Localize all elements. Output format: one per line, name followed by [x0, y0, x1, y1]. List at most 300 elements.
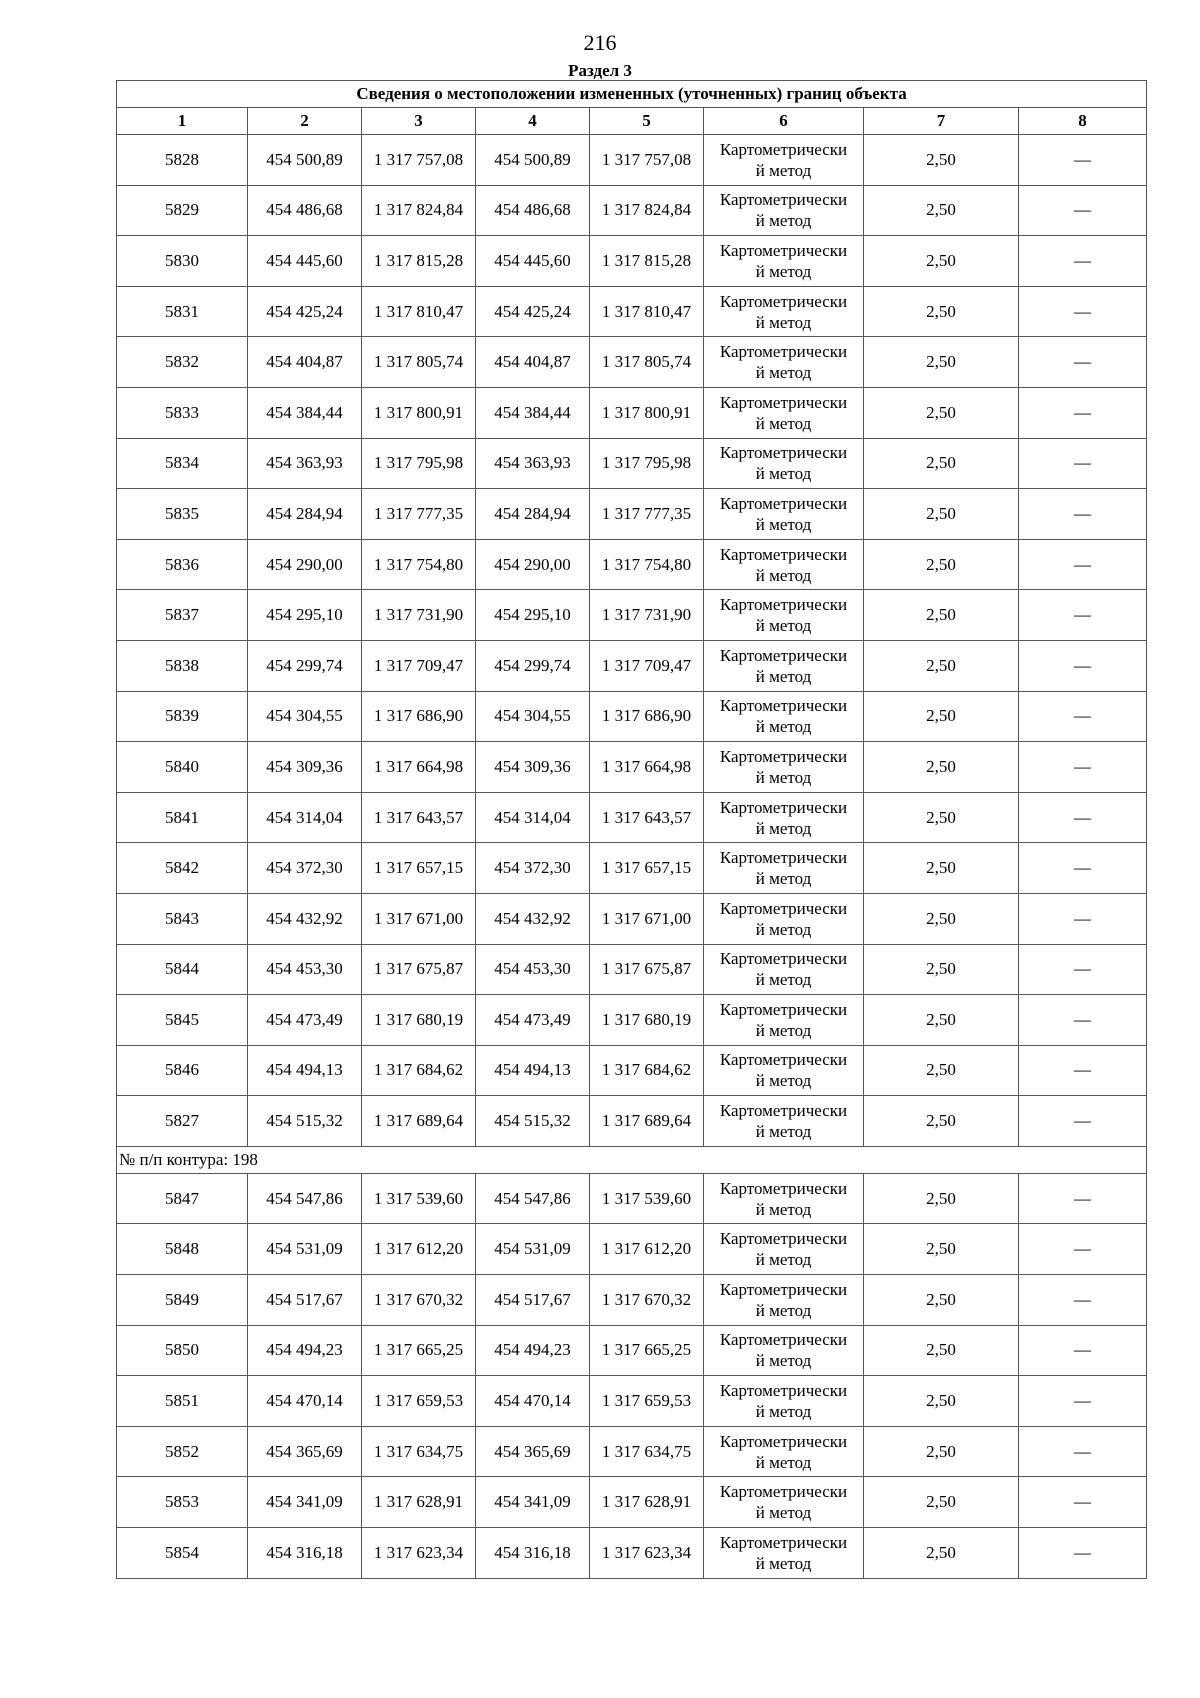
y-coordinate-new-cell: 1 317 684,62 [590, 1045, 704, 1096]
method-line-1: Картометрически [719, 797, 848, 817]
description-cell: — [1019, 1045, 1147, 1096]
x-coordinate-old-cell: 454 295,10 [248, 590, 362, 641]
method-cell [704, 1045, 864, 1096]
point-number-cell: 5850 [117, 1325, 248, 1376]
accuracy-cell: 2,50 [864, 1426, 1019, 1477]
method-cell [704, 893, 864, 944]
accuracy-cell: 2,50 [864, 742, 1019, 793]
description-cell: — [1019, 135, 1147, 186]
description-cell: — [1019, 792, 1147, 843]
point-number-cell: 5832 [117, 337, 248, 388]
method-line-2: й метод [755, 666, 812, 686]
y-coordinate-new-cell: 1 317 709,47 [590, 640, 704, 691]
y-coordinate-new-cell: 1 317 657,15 [590, 843, 704, 894]
method-line-1: Картометрически [719, 696, 848, 716]
point-number-cell: 5853 [117, 1477, 248, 1528]
x-coordinate-new-cell: 454 404,87 [476, 337, 590, 388]
x-coordinate-old-cell: 454 304,55 [248, 691, 362, 742]
method-line-1: Картометрически [719, 999, 848, 1019]
point-number-cell: 5845 [117, 995, 248, 1046]
y-coordinate-new-cell: 1 317 665,25 [590, 1325, 704, 1376]
x-coordinate-new-cell: 454 473,49 [476, 995, 590, 1046]
accuracy-cell: 2,50 [864, 539, 1019, 590]
accuracy-cell: 2,50 [864, 1275, 1019, 1326]
method-line-1: Картометрически [719, 342, 848, 362]
accuracy-cell: 2,50 [864, 944, 1019, 995]
description-cell: — [1019, 185, 1147, 236]
y-coordinate-old-cell: 1 317 709,47 [362, 640, 476, 691]
x-coordinate-old-cell: 454 494,13 [248, 1045, 362, 1096]
description-cell: — [1019, 1376, 1147, 1427]
column-number: 3 [362, 108, 476, 135]
y-coordinate-new-cell: 1 317 623,34 [590, 1528, 704, 1579]
point-number-cell: 5842 [117, 843, 248, 894]
method-line-2: й метод [755, 1071, 812, 1091]
y-coordinate-new-cell: 1 317 680,19 [590, 995, 704, 1046]
y-coordinate-old-cell: 1 317 643,57 [362, 792, 476, 843]
method-cell [704, 691, 864, 742]
x-coordinate-new-cell: 454 299,74 [476, 640, 590, 691]
x-coordinate-new-cell: 454 432,92 [476, 893, 590, 944]
y-coordinate-old-cell: 1 317 628,91 [362, 1477, 476, 1528]
y-coordinate-new-cell: 1 317 670,32 [590, 1275, 704, 1326]
x-coordinate-old-cell: 454 363,93 [248, 438, 362, 489]
accuracy-cell: 2,50 [864, 1045, 1019, 1096]
y-coordinate-old-cell: 1 317 777,35 [362, 489, 476, 540]
y-coordinate-old-cell: 1 317 623,34 [362, 1528, 476, 1579]
description-cell: — [1019, 1426, 1147, 1477]
method-line-2: й метод [755, 1199, 812, 1219]
description-cell: — [1019, 742, 1147, 793]
x-coordinate-new-cell: 454 517,67 [476, 1275, 590, 1326]
method-line-2: й метод [755, 413, 812, 433]
method-line-2: й метод [755, 1122, 812, 1142]
point-number-cell: 5827 [117, 1096, 248, 1147]
method-line-1: Картометрически [719, 1229, 848, 1249]
y-coordinate-old-cell: 1 317 810,47 [362, 286, 476, 337]
x-coordinate-new-cell: 454 445,60 [476, 236, 590, 287]
y-coordinate-old-cell: 1 317 664,98 [362, 742, 476, 793]
y-coordinate-old-cell: 1 317 665,25 [362, 1325, 476, 1376]
method-line-1: Картометрически [719, 443, 848, 463]
x-coordinate-old-cell: 454 494,23 [248, 1325, 362, 1376]
y-coordinate-new-cell: 1 317 628,91 [590, 1477, 704, 1528]
method-line-1: Картометрически [719, 240, 848, 260]
coordinates-table [116, 80, 1147, 1579]
method-line-1: Картометрически [719, 1050, 848, 1070]
table-row [117, 1173, 1147, 1224]
method-line-2: й метод [755, 1452, 812, 1472]
x-coordinate-old-cell: 454 470,14 [248, 1376, 362, 1427]
column-number: 7 [864, 108, 1019, 135]
accuracy-cell: 2,50 [864, 590, 1019, 641]
method-line-2: й метод [755, 312, 812, 332]
section-title: Раздел 3 [568, 61, 632, 80]
table-row [117, 1045, 1147, 1096]
point-number-cell: 5831 [117, 286, 248, 337]
description-cell: — [1019, 539, 1147, 590]
table-row [117, 539, 1147, 590]
x-coordinate-old-cell: 454 316,18 [248, 1528, 362, 1579]
y-coordinate-new-cell: 1 317 671,00 [590, 893, 704, 944]
accuracy-cell: 2,50 [864, 1376, 1019, 1427]
description-cell: — [1019, 893, 1147, 944]
method-line-1: Картометрически [719, 139, 848, 159]
x-coordinate-new-cell: 454 547,86 [476, 1173, 590, 1224]
y-coordinate-new-cell: 1 317 539,60 [590, 1173, 704, 1224]
method-line-1: Картометрически [719, 1178, 848, 1198]
y-coordinate-new-cell: 1 317 731,90 [590, 590, 704, 641]
method-cell [704, 590, 864, 641]
method-cell [704, 1477, 864, 1528]
method-line-1: Картометрически [719, 746, 848, 766]
accuracy-cell: 2,50 [864, 995, 1019, 1046]
point-number-cell: 5834 [117, 438, 248, 489]
table-row [117, 843, 1147, 894]
table-row [117, 792, 1147, 843]
method-cell [704, 1426, 864, 1477]
y-coordinate-old-cell: 1 317 824,84 [362, 185, 476, 236]
description-cell: — [1019, 489, 1147, 540]
x-coordinate-old-cell: 454 314,04 [248, 792, 362, 843]
description-cell: — [1019, 640, 1147, 691]
method-cell [704, 387, 864, 438]
table-row [117, 640, 1147, 691]
x-coordinate-old-cell: 454 384,44 [248, 387, 362, 438]
method-line-2: й метод [755, 1351, 812, 1371]
method-cell [704, 135, 864, 186]
point-number-cell: 5852 [117, 1426, 248, 1477]
table-row [117, 387, 1147, 438]
x-coordinate-new-cell: 454 314,04 [476, 792, 590, 843]
x-coordinate-new-cell: 454 531,09 [476, 1224, 590, 1275]
column-number: 2 [248, 108, 362, 135]
x-coordinate-old-cell: 454 341,09 [248, 1477, 362, 1528]
x-coordinate-new-cell: 454 309,36 [476, 742, 590, 793]
method-line-2: й метод [755, 919, 812, 939]
y-coordinate-new-cell: 1 317 777,35 [590, 489, 704, 540]
y-coordinate-new-cell: 1 317 810,47 [590, 286, 704, 337]
y-coordinate-new-cell: 1 317 795,98 [590, 438, 704, 489]
column-number: 6 [704, 108, 864, 135]
accuracy-cell: 2,50 [864, 185, 1019, 236]
x-coordinate-old-cell: 454 517,67 [248, 1275, 362, 1326]
accuracy-cell: 2,50 [864, 387, 1019, 438]
accuracy-cell: 2,50 [864, 236, 1019, 287]
method-cell [704, 640, 864, 691]
point-number-cell: 5844 [117, 944, 248, 995]
table-row [117, 691, 1147, 742]
method-line-2: й метод [755, 717, 812, 737]
y-coordinate-old-cell: 1 317 757,08 [362, 135, 476, 186]
method-line-1: Картометрически [719, 1482, 848, 1502]
x-coordinate-new-cell: 454 453,30 [476, 944, 590, 995]
accuracy-cell: 2,50 [864, 1325, 1019, 1376]
y-coordinate-new-cell: 1 317 612,20 [590, 1224, 704, 1275]
table-row [117, 995, 1147, 1046]
x-coordinate-old-cell: 454 404,87 [248, 337, 362, 388]
x-coordinate-old-cell: 454 500,89 [248, 135, 362, 186]
y-coordinate-old-cell: 1 317 795,98 [362, 438, 476, 489]
y-coordinate-new-cell: 1 317 686,90 [590, 691, 704, 742]
point-number-cell: 5829 [117, 185, 248, 236]
table-row [117, 1477, 1147, 1528]
description-cell: — [1019, 337, 1147, 388]
x-coordinate-new-cell: 454 372,30 [476, 843, 590, 894]
method-cell [704, 337, 864, 388]
y-coordinate-new-cell: 1 317 664,98 [590, 742, 704, 793]
table-row [117, 1275, 1147, 1326]
method-line-2: й метод [755, 869, 812, 889]
accuracy-cell: 2,50 [864, 337, 1019, 388]
y-coordinate-old-cell: 1 317 689,64 [362, 1096, 476, 1147]
method-line-2: й метод [755, 363, 812, 383]
column-number: 1 [117, 108, 248, 135]
y-coordinate-old-cell: 1 317 805,74 [362, 337, 476, 388]
method-line-2: й метод [755, 160, 812, 180]
description-cell: — [1019, 438, 1147, 489]
table-row [117, 185, 1147, 236]
x-coordinate-old-cell: 454 486,68 [248, 185, 362, 236]
x-coordinate-old-cell: 454 299,74 [248, 640, 362, 691]
y-coordinate-old-cell: 1 317 657,15 [362, 843, 476, 894]
x-coordinate-old-cell: 454 290,00 [248, 539, 362, 590]
table-caption-row [117, 81, 1147, 108]
point-number-cell: 5837 [117, 590, 248, 641]
method-cell [704, 489, 864, 540]
method-line-1: Картометрически [719, 949, 848, 969]
method-cell [704, 539, 864, 590]
method-cell [704, 1096, 864, 1147]
method-line-2: й метод [755, 970, 812, 990]
method-cell [704, 944, 864, 995]
contour-row [117, 1146, 1147, 1173]
y-coordinate-new-cell: 1 317 824,84 [590, 185, 704, 236]
x-coordinate-old-cell: 454 432,92 [248, 893, 362, 944]
method-cell [704, 1173, 864, 1224]
x-coordinate-new-cell: 454 316,18 [476, 1528, 590, 1579]
table-row [117, 438, 1147, 489]
table-row [117, 1325, 1147, 1376]
method-cell [704, 286, 864, 337]
point-number-cell: 5854 [117, 1528, 248, 1579]
x-coordinate-new-cell: 454 304,55 [476, 691, 590, 742]
method-cell [704, 185, 864, 236]
table-row [117, 236, 1147, 287]
y-coordinate-new-cell: 1 317 815,28 [590, 236, 704, 287]
point-number-cell: 5847 [117, 1173, 248, 1224]
table-row [117, 1376, 1147, 1427]
method-line-2: й метод [755, 818, 812, 838]
method-line-1: Картометрически [719, 1431, 848, 1451]
point-number-cell: 5830 [117, 236, 248, 287]
method-line-2: й метод [755, 1503, 812, 1523]
column-number: 5 [590, 108, 704, 135]
y-coordinate-old-cell: 1 317 634,75 [362, 1426, 476, 1477]
description-cell: — [1019, 1224, 1147, 1275]
y-coordinate-new-cell: 1 317 757,08 [590, 135, 704, 186]
x-coordinate-old-cell: 454 284,94 [248, 489, 362, 540]
x-coordinate-old-cell: 454 372,30 [248, 843, 362, 894]
page-number: 216 [583, 30, 617, 55]
method-cell [704, 1376, 864, 1427]
method-line-1: Картометрически [719, 1330, 848, 1350]
table-row [117, 590, 1147, 641]
accuracy-cell: 2,50 [864, 843, 1019, 894]
method-cell [704, 995, 864, 1046]
y-coordinate-old-cell: 1 317 539,60 [362, 1173, 476, 1224]
x-coordinate-old-cell: 454 365,69 [248, 1426, 362, 1477]
x-coordinate-old-cell: 454 453,30 [248, 944, 362, 995]
point-number-cell: 5848 [117, 1224, 248, 1275]
y-coordinate-new-cell: 1 317 800,91 [590, 387, 704, 438]
column-number: 4 [476, 108, 590, 135]
point-number-cell: 5839 [117, 691, 248, 742]
accuracy-cell: 2,50 [864, 135, 1019, 186]
x-coordinate-old-cell: 454 515,32 [248, 1096, 362, 1147]
method-cell [704, 742, 864, 793]
point-number-cell: 5849 [117, 1275, 248, 1326]
accuracy-cell: 2,50 [864, 1224, 1019, 1275]
method-line-1: Картометрически [719, 392, 848, 412]
x-coordinate-new-cell: 454 363,93 [476, 438, 590, 489]
column-number-row [117, 108, 1147, 135]
description-cell: — [1019, 1325, 1147, 1376]
method-line-2: й метод [755, 616, 812, 636]
method-cell [704, 843, 864, 894]
description-cell: — [1019, 944, 1147, 995]
description-cell: — [1019, 1096, 1147, 1147]
table-body [117, 135, 1147, 1579]
y-coordinate-old-cell: 1 317 659,53 [362, 1376, 476, 1427]
y-coordinate-old-cell: 1 317 686,90 [362, 691, 476, 742]
method-line-2: й метод [755, 261, 812, 281]
y-coordinate-new-cell: 1 317 643,57 [590, 792, 704, 843]
x-coordinate-new-cell: 454 515,32 [476, 1096, 590, 1147]
accuracy-cell: 2,50 [864, 1173, 1019, 1224]
method-line-1: Картометрически [719, 898, 848, 918]
point-number-cell: 5841 [117, 792, 248, 843]
method-line-2: й метод [755, 514, 812, 534]
y-coordinate-old-cell: 1 317 815,28 [362, 236, 476, 287]
x-coordinate-new-cell: 454 341,09 [476, 1477, 590, 1528]
method-cell [704, 1224, 864, 1275]
table-row [117, 1528, 1147, 1579]
y-coordinate-old-cell: 1 317 671,00 [362, 893, 476, 944]
method-line-2: й метод [755, 211, 812, 231]
method-line-1: Картометрически [719, 848, 848, 868]
x-coordinate-new-cell: 454 470,14 [476, 1376, 590, 1427]
accuracy-cell: 2,50 [864, 1528, 1019, 1579]
contour-label: № п/п контура: 198 [117, 1146, 1147, 1173]
method-line-1: Картометрически [719, 645, 848, 665]
method-cell [704, 1275, 864, 1326]
method-cell [704, 438, 864, 489]
method-line-2: й метод [755, 1402, 812, 1422]
x-coordinate-new-cell: 454 494,23 [476, 1325, 590, 1376]
accuracy-cell: 2,50 [864, 1096, 1019, 1147]
method-line-1: Картометрически [719, 544, 848, 564]
method-line-1: Картометрически [719, 291, 848, 311]
method-line-2: й метод [755, 565, 812, 585]
point-number-cell: 5833 [117, 387, 248, 438]
accuracy-cell: 2,50 [864, 1477, 1019, 1528]
method-cell [704, 1325, 864, 1376]
description-cell: — [1019, 286, 1147, 337]
x-coordinate-new-cell: 454 500,89 [476, 135, 590, 186]
method-line-1: Картометрически [719, 1279, 848, 1299]
x-coordinate-new-cell: 454 384,44 [476, 387, 590, 438]
table-row [117, 135, 1147, 186]
y-coordinate-new-cell: 1 317 659,53 [590, 1376, 704, 1427]
y-coordinate-old-cell: 1 317 680,19 [362, 995, 476, 1046]
y-coordinate-old-cell: 1 317 675,87 [362, 944, 476, 995]
y-coordinate-new-cell: 1 317 805,74 [590, 337, 704, 388]
x-coordinate-old-cell: 454 547,86 [248, 1173, 362, 1224]
x-coordinate-old-cell: 454 309,36 [248, 742, 362, 793]
accuracy-cell: 2,50 [864, 489, 1019, 540]
table-row [117, 893, 1147, 944]
description-cell: — [1019, 691, 1147, 742]
table-row [117, 1224, 1147, 1275]
x-coordinate-new-cell: 454 486,68 [476, 185, 590, 236]
table-row [117, 286, 1147, 337]
point-number-cell: 5836 [117, 539, 248, 590]
x-coordinate-new-cell: 454 284,94 [476, 489, 590, 540]
table-caption: Сведения о местоположении измененных (уточненных) границ объекта [117, 81, 1147, 108]
method-line-1: Картометрически [719, 493, 848, 513]
point-number-cell: 5843 [117, 893, 248, 944]
point-number-cell: 5840 [117, 742, 248, 793]
table-row [117, 1096, 1147, 1147]
method-cell [704, 792, 864, 843]
method-line-1: Картометрически [719, 1101, 848, 1121]
point-number-cell: 5851 [117, 1376, 248, 1427]
accuracy-cell: 2,50 [864, 691, 1019, 742]
method-cell [704, 1528, 864, 1579]
point-number-cell: 5838 [117, 640, 248, 691]
table-row [117, 337, 1147, 388]
description-cell: — [1019, 1173, 1147, 1224]
description-cell: — [1019, 387, 1147, 438]
method-line-2: й метод [755, 1250, 812, 1270]
x-coordinate-new-cell: 454 290,00 [476, 539, 590, 590]
method-line-2: й метод [755, 1300, 812, 1320]
point-number-cell: 5835 [117, 489, 248, 540]
y-coordinate-old-cell: 1 317 670,32 [362, 1275, 476, 1326]
table-row [117, 742, 1147, 793]
column-number: 8 [1019, 108, 1147, 135]
table-row [117, 944, 1147, 995]
description-cell: — [1019, 590, 1147, 641]
accuracy-cell: 2,50 [864, 640, 1019, 691]
y-coordinate-old-cell: 1 317 800,91 [362, 387, 476, 438]
x-coordinate-old-cell: 454 473,49 [248, 995, 362, 1046]
x-coordinate-old-cell: 454 531,09 [248, 1224, 362, 1275]
x-coordinate-old-cell: 454 425,24 [248, 286, 362, 337]
accuracy-cell: 2,50 [864, 893, 1019, 944]
y-coordinate-new-cell: 1 317 675,87 [590, 944, 704, 995]
accuracy-cell: 2,50 [864, 792, 1019, 843]
x-coordinate-old-cell: 454 445,60 [248, 236, 362, 287]
y-coordinate-new-cell: 1 317 754,80 [590, 539, 704, 590]
table-row [117, 1426, 1147, 1477]
x-coordinate-new-cell: 454 494,13 [476, 1045, 590, 1096]
y-coordinate-old-cell: 1 317 731,90 [362, 590, 476, 641]
method-line-2: й метод [755, 1020, 812, 1040]
x-coordinate-new-cell: 454 295,10 [476, 590, 590, 641]
method-line-1: Картометрически [719, 1381, 848, 1401]
